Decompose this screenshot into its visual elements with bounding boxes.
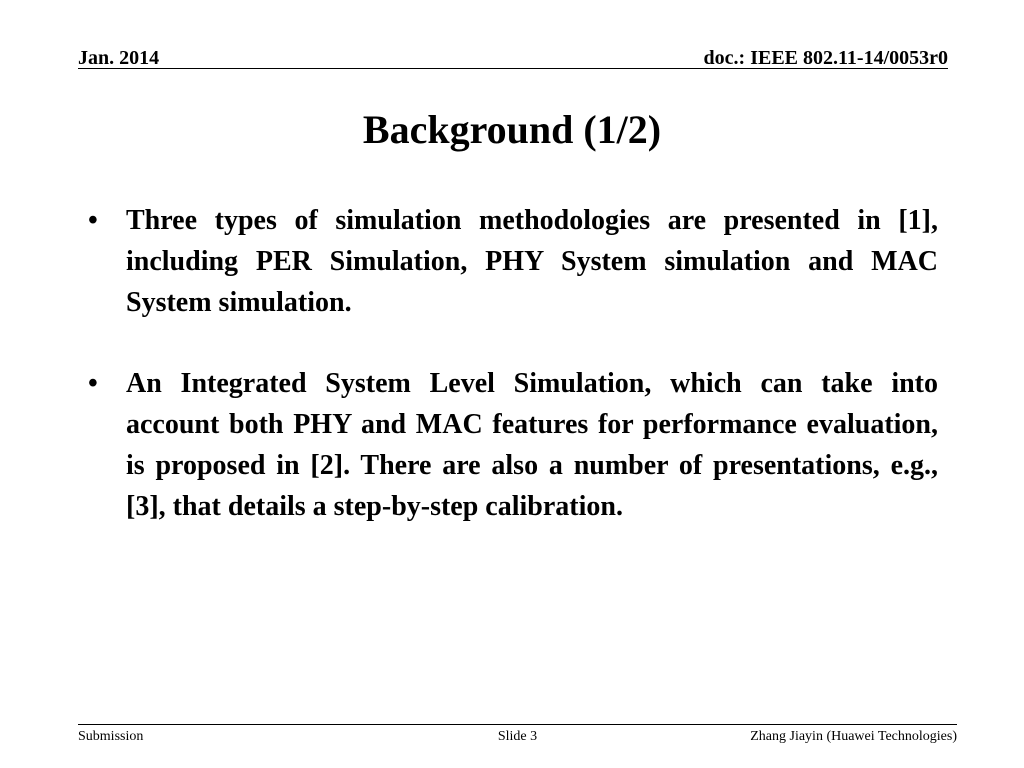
bullet-item	[82, 363, 938, 527]
header-divider	[78, 68, 948, 69]
bullet-marker: •	[88, 368, 98, 399]
header-doc-id: doc.: IEEE 802.11-14/0053r0	[703, 47, 948, 69]
footer-divider	[78, 724, 957, 725]
slide-footer	[78, 728, 957, 748]
slide-body	[82, 200, 938, 527]
bullet-marker: •	[88, 205, 98, 236]
footer-author: Zhang Jiayin (Huawei Technologies)	[750, 729, 957, 744]
footer-submission: Submission	[78, 729, 144, 744]
slide-title: Background (1/2)	[362, 107, 662, 152]
slide-header	[78, 42, 948, 70]
bullet-text: Three types of simulation methodologies are presented in [1], including PER Simulation, PHY System simulation and MAC System simulation.	[126, 205, 938, 318]
header-date: Jan. 2014	[78, 47, 160, 69]
bullet-item	[82, 200, 938, 323]
footer-slide-number: Slide 3	[497, 729, 538, 744]
bullet-text: An Integrated System Level Simulation, which can take into account both PHY and MAC features for performance evaluation, is proposed in [2]. There are also a number of presentations, e.g., [3], that details a step-by-step calibration.	[126, 368, 938, 522]
